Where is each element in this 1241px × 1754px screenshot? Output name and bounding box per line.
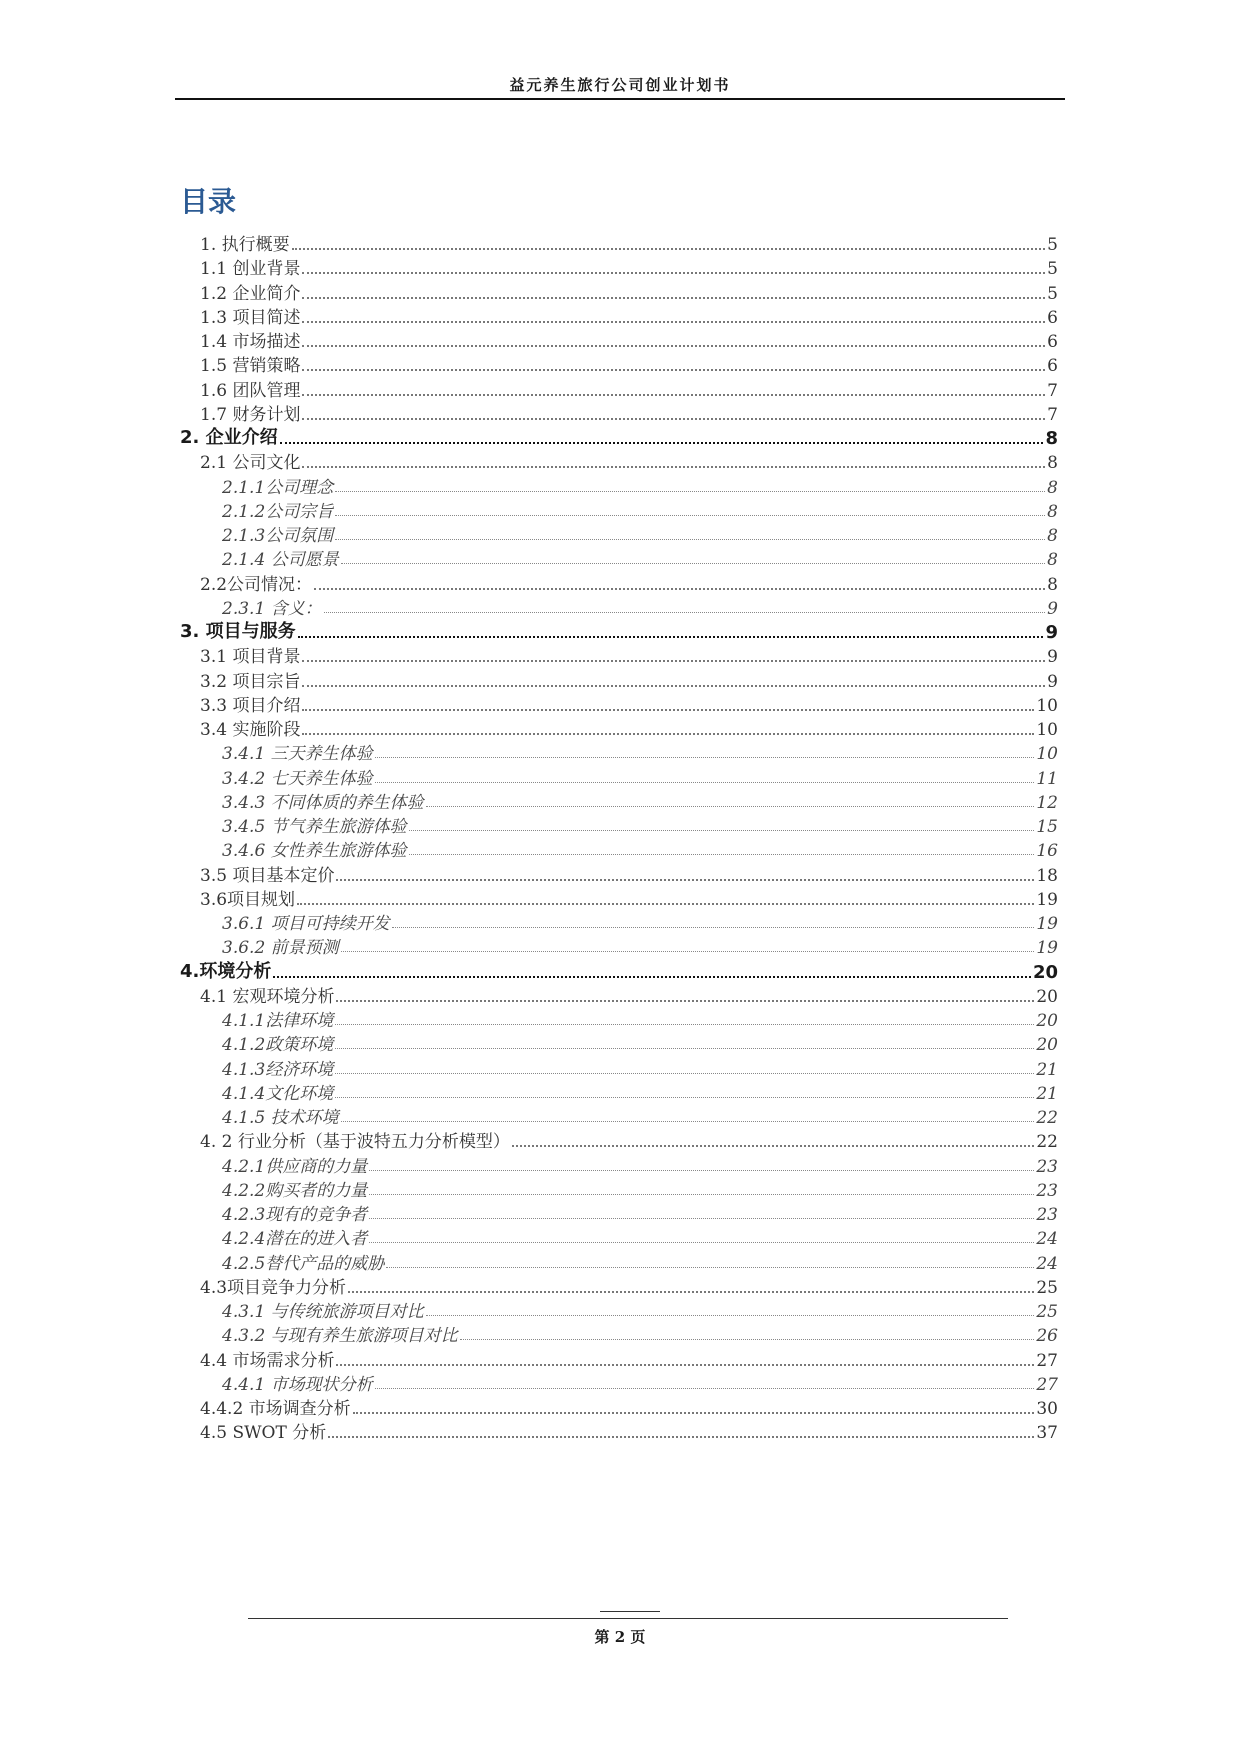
toc-entry-page: 20: [1032, 961, 1058, 983]
toc-entry[interactable]: [222, 495, 1058, 522]
toc-entry-page: 8: [1045, 428, 1058, 449]
toc-entry-label: 4.5 SWOT 分析: [200, 1423, 327, 1444]
toc-entry[interactable]: [222, 810, 1058, 837]
toc-entry-label: 3.4.6 女性养生旅游体验: [222, 841, 407, 862]
toc-entry[interactable]: [180, 616, 1058, 643]
toc-entry-page: 16: [1036, 841, 1058, 862]
toc-entry-page: 6: [1047, 307, 1058, 328]
toc-entry-page: 10: [1036, 720, 1058, 740]
dot-leader: [353, 1396, 1035, 1414]
toc-entry-label: 4.2.3现有的竞争者: [222, 1205, 368, 1225]
toc-entry-label: 3. 项目与服务: [180, 621, 296, 642]
toc-entry-page: 30: [1036, 1399, 1058, 1419]
toc-entry[interactable]: [200, 859, 1058, 886]
dot-leader: [341, 934, 1035, 952]
toc-entry-page: 8: [1047, 477, 1058, 498]
toc-entry[interactable]: [222, 737, 1058, 764]
dot-leader: [302, 402, 1045, 420]
dot-leader: [369, 1153, 1034, 1171]
toc-entry-page: 10: [1036, 744, 1058, 765]
toc-entry-page: 6: [1047, 356, 1058, 377]
toc-entry[interactable]: [200, 301, 1058, 328]
toc-entry-label: 1.4 市场描述: [200, 332, 301, 352]
toc-entry[interactable]: [200, 883, 1058, 910]
toc-entry[interactable]: [200, 665, 1058, 692]
toc-entry-page: 25: [1036, 1277, 1058, 1298]
dot-leader: [297, 887, 1034, 905]
dot-leader: [302, 305, 1045, 323]
toc-entry-label: 2.2公司情况：: [200, 574, 313, 595]
toc-entry[interactable]: [200, 568, 1058, 595]
toc-entry-page: 8: [1047, 501, 1058, 522]
toc-entry-page: 20: [1036, 1035, 1058, 1056]
toc-entry-label: 4. 2 行业分析（基于波特五力分析模型）: [200, 1132, 510, 1153]
toc-entry-page: 8: [1047, 550, 1058, 571]
toc-entry-label: 3.6.2 前景预测: [222, 938, 339, 959]
toc-entry[interactable]: [222, 1053, 1058, 1080]
toc-entry-page: 24: [1036, 1229, 1058, 1250]
toc-entry[interactable]: [222, 1077, 1058, 1104]
toc-entry[interactable]: [200, 980, 1058, 1007]
toc-entry-label: 4.1 宏观环境分析: [200, 986, 335, 1007]
running-header-title: 益元养生旅行公司创业计划书: [509, 76, 731, 94]
dot-leader: [341, 546, 1046, 564]
toc-entry-label: 1.3 项目简述: [200, 307, 301, 328]
toc-entry[interactable]: [222, 1028, 1058, 1055]
toc-entry-label: 1.7 财务计划: [200, 404, 301, 425]
footer-mark: [600, 1611, 660, 1612]
toc-entry-label: 4.2.2购买者的力量: [222, 1180, 368, 1201]
toc-entry[interactable]: [200, 228, 1058, 255]
toc-entry[interactable]: [222, 543, 1058, 570]
footer-rule: [248, 1618, 1008, 1619]
toc-entry-label: 4.1.1法律环境: [222, 1011, 334, 1031]
dot-leader: [324, 595, 1046, 613]
dot-leader: [386, 1250, 1034, 1268]
toc-entry-page: 26: [1036, 1326, 1058, 1347]
dot-leader: [302, 281, 1045, 299]
toc-entry-label: 2.1.3公司氛围: [222, 526, 334, 546]
dot-leader: [409, 837, 1035, 855]
toc-entry[interactable]: [222, 1101, 1058, 1128]
toc-entry-page: 9: [1047, 671, 1058, 692]
toc-entry-page: 23: [1036, 1156, 1058, 1177]
toc-entry-page: 9: [1047, 647, 1058, 668]
dot-leader: [369, 1225, 1034, 1243]
dot-leader: [302, 450, 1045, 468]
toc-entry[interactable]: [200, 1344, 1058, 1371]
toc-entry[interactable]: [200, 1416, 1058, 1443]
dot-leader: [375, 765, 1035, 783]
toc-entry[interactable]: [200, 374, 1058, 401]
dot-leader: [336, 863, 1034, 881]
toc-entry-label: 4.4.1 市场现状分析: [222, 1374, 373, 1395]
toc-entry[interactable]: [200, 713, 1058, 740]
dot-leader: [302, 693, 1034, 711]
toc-entry-page: 25: [1036, 1302, 1058, 1322]
toc-entry[interactable]: [200, 1125, 1058, 1152]
toc-entry-page: 37: [1036, 1423, 1058, 1444]
toc-entry-page: 9: [1045, 622, 1058, 643]
toc-entry-label: 1. 执行概要: [200, 235, 290, 255]
dot-leader: [426, 1298, 1035, 1316]
toc-entry-label: 2.1.4 公司愿景: [222, 550, 339, 571]
dot-leader: [302, 644, 1045, 662]
dot-leader: [336, 984, 1034, 1002]
toc-entry-label: 1.1 创业背景: [200, 259, 301, 280]
toc-entry[interactable]: [222, 1004, 1058, 1031]
footer-page-number: 第 2 页: [594, 1628, 646, 1646]
toc-entry-page: 27: [1036, 1374, 1058, 1395]
toc-entry-label: 2. 企业介绍: [180, 427, 278, 448]
dot-leader: [302, 329, 1045, 347]
toc-title: 目录: [180, 185, 237, 218]
toc-entry[interactable]: [222, 1319, 1058, 1346]
toc-entry-label: 4.1.5 技术环境: [222, 1108, 339, 1128]
toc-entry-label: 2.1 公司文化: [200, 453, 301, 474]
toc-entry-label: 3.5 项目基本定价: [200, 865, 335, 886]
toc-entry[interactable]: [222, 1295, 1058, 1322]
toc-entry-label: 4.3.2 与现有养生旅游项目对比: [222, 1326, 458, 1347]
toc-entry-page: 27: [1036, 1350, 1058, 1371]
toc-entry-label: 1.6 团队管理: [200, 380, 301, 401]
toc-entry-page: 10: [1036, 695, 1058, 716]
toc-entry[interactable]: [200, 325, 1058, 352]
toc-entry-page: 22: [1036, 1132, 1058, 1153]
toc-entry-page: 23: [1036, 1205, 1058, 1225]
dot-leader: [335, 1080, 1034, 1098]
toc-entry[interactable]: [200, 398, 1058, 425]
toc-entry-page: 9: [1047, 598, 1058, 619]
dot-leader: [336, 1348, 1034, 1366]
dot-leader: [392, 910, 1035, 928]
toc-entry[interactable]: [222, 1247, 1058, 1274]
toc-entry-page: 19: [1036, 889, 1058, 910]
toc-entry[interactable]: [222, 519, 1058, 546]
toc-entry-label: 3.6项目规划: [200, 889, 296, 910]
dot-leader: [335, 1056, 1034, 1074]
toc-entry-label: 4.3.1 与传统旅游项目对比: [222, 1302, 424, 1322]
toc-entry[interactable]: [222, 1222, 1058, 1249]
dot-leader: [348, 1275, 1034, 1293]
toc-entry-page: 20: [1036, 1011, 1058, 1031]
toc-entry-page: 5: [1047, 283, 1058, 304]
toc-entry-label: 3.4.3 不同体质的养生体验: [222, 792, 424, 813]
toc-entry[interactable]: [222, 762, 1058, 789]
toc-entry-label: 4.4.2 市场调查分析: [200, 1399, 351, 1419]
toc-entry-page: 8: [1047, 453, 1058, 474]
toc-entry-label: 3.3 项目介绍: [200, 695, 301, 716]
toc-entry[interactable]: [222, 592, 1058, 619]
toc-entry[interactable]: [200, 1271, 1058, 1298]
dot-leader: [426, 789, 1035, 807]
toc-entry[interactable]: [200, 349, 1058, 376]
toc-entry-page: 7: [1047, 380, 1058, 401]
toc-entry-label: 4.1.4文化环境: [222, 1083, 334, 1104]
dot-leader: [302, 378, 1045, 396]
toc-entry-page: 8: [1047, 574, 1058, 595]
toc-entry-label: 3.4.5 节气养生旅游体验: [222, 817, 407, 837]
toc-entry-label: 4.1.2政策环境: [222, 1035, 334, 1056]
toc-entry-label: 3.4 实施阶段: [200, 720, 301, 740]
toc-entry-label: 3.4.2 七天养生体验: [222, 768, 373, 789]
dot-leader: [460, 1322, 1035, 1340]
toc-entry-label: 4.环境分析: [180, 960, 272, 982]
dot-leader: [375, 1371, 1035, 1389]
toc-entry-page: 19: [1036, 914, 1058, 934]
toc-entry-label: 1.2 企业简介: [200, 283, 301, 304]
header-rule: [175, 98, 1065, 100]
toc-entry[interactable]: [200, 1392, 1058, 1419]
toc-entry-page: 20: [1036, 986, 1058, 1007]
toc-entry[interactable]: [222, 1174, 1058, 1201]
toc-entry[interactable]: [222, 471, 1058, 498]
dot-leader: [280, 426, 1044, 444]
toc-entry-label: 1.5 营销策略: [200, 356, 301, 377]
toc-entry[interactable]: [222, 931, 1058, 958]
dot-leader: [314, 572, 1045, 590]
dot-leader: [375, 740, 1035, 758]
dot-leader: [341, 1104, 1035, 1122]
dot-leader: [302, 353, 1045, 371]
dot-leader: [369, 1201, 1034, 1219]
dot-leader: [292, 232, 1046, 250]
dot-leader: [335, 474, 1045, 492]
toc-entry-page: 5: [1047, 259, 1058, 280]
toc-entry-page: 21: [1036, 1083, 1058, 1104]
dot-leader: [328, 1420, 1034, 1438]
dot-leader: [409, 813, 1035, 831]
toc-entry-page: 12: [1036, 792, 1058, 813]
toc-entry-page: 5: [1047, 235, 1058, 255]
toc-entry[interactable]: [200, 277, 1058, 304]
dot-leader: [512, 1129, 1035, 1147]
toc-entry[interactable]: [222, 907, 1058, 934]
toc-entry-page: 6: [1047, 332, 1058, 352]
toc-entry-label: 4.3项目竞争力分析: [200, 1277, 347, 1298]
dot-leader: [302, 717, 1034, 735]
toc-entry-page: 21: [1036, 1059, 1058, 1080]
toc-entry-label: 3.1 项目背景: [200, 647, 301, 668]
toc-entry-label: 3.6.1 项目可持续开发: [222, 914, 390, 934]
toc-entry[interactable]: [222, 834, 1058, 861]
toc-entry-label: 3.4.1 三天养生体验: [222, 744, 373, 765]
toc-entry-page: 18: [1036, 865, 1058, 886]
toc-entry-label: 4.2.1供应商的力量: [222, 1156, 368, 1177]
toc-entry-page: 24: [1036, 1253, 1058, 1274]
toc-entry-page: 7: [1047, 404, 1058, 425]
toc-entry-page: 22: [1036, 1108, 1058, 1128]
toc-entry[interactable]: [222, 1198, 1058, 1225]
toc-entry[interactable]: [222, 1150, 1058, 1177]
toc-entry-label: 3.2 项目宗旨: [200, 671, 301, 692]
toc-entry[interactable]: [200, 640, 1058, 667]
toc-entry-label: 2.1.1公司理念: [222, 477, 334, 498]
toc-entry-label: 2.3.1 含义：: [222, 598, 322, 619]
toc-entry-label: 4.2.4潜在的进入者: [222, 1229, 368, 1250]
toc-entry-page: 19: [1036, 938, 1058, 959]
dot-leader: [335, 1007, 1034, 1025]
dot-leader: [273, 960, 1031, 978]
toc-entry-label: 4.4 市场需求分析: [200, 1350, 335, 1371]
dot-leader: [369, 1177, 1034, 1195]
toc-entry[interactable]: [180, 422, 1058, 449]
dot-leader: [298, 620, 1044, 638]
toc-entry[interactable]: [222, 1368, 1058, 1395]
toc-entry[interactable]: [200, 689, 1058, 716]
toc-entry-label: 4.1.3经济环境: [222, 1059, 334, 1080]
dot-leader: [335, 498, 1045, 516]
toc-entry[interactable]: [200, 446, 1058, 473]
dot-leader: [302, 669, 1045, 687]
dot-leader: [335, 1031, 1034, 1049]
toc-entry-page: 23: [1036, 1180, 1058, 1201]
toc-entry[interactable]: [180, 956, 1058, 983]
toc-entry[interactable]: [200, 252, 1058, 279]
dot-leader: [335, 522, 1045, 540]
toc-entry-label: 2.1.2公司宗旨: [222, 501, 334, 522]
toc-entry-page: 15: [1036, 817, 1058, 837]
toc-entry-label: 4.2.5替代产品的威胁: [222, 1253, 385, 1274]
toc-entry[interactable]: [222, 786, 1058, 813]
toc-entry-page: 8: [1047, 526, 1058, 546]
dot-leader: [302, 256, 1045, 274]
toc-entry-page: 11: [1036, 768, 1058, 789]
